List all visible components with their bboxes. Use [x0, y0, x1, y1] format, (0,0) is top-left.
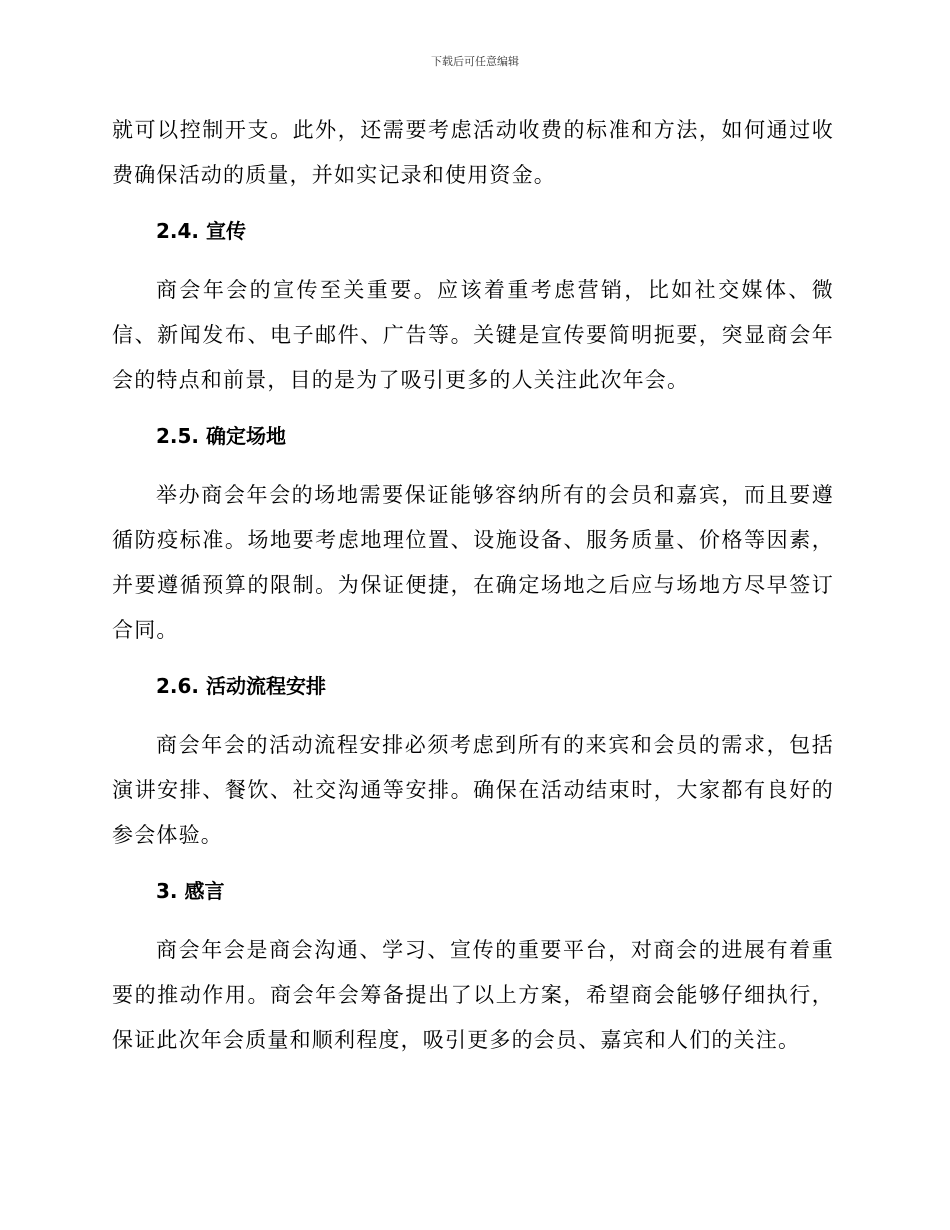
document-body: [112, 108, 834, 1063]
section-body-3: 商会年会是商会沟通、学习、宣传的重要平台，对商会的进展有着重要的推动作用。商会年会筹备提出了以上方案，希望商会能够仔细执行，保证此次年会质量和顺利程度，吸引更多的会员、嘉宾和人们的关注。: [112, 938, 834, 1052]
section-body-2-6: 商会年会的活动流程安排必须考虑到所有的来宾和会员的需求，包括演讲安排、餐饮、社交沟通等安排。确保在活动结束时，大家都有良好的参会体验。: [112, 733, 834, 847]
page-header-note: 下载后可任意编辑: [431, 55, 519, 68]
intro-paragraph: 就可以控制开支。此外，还需要考虑活动收费的标准和方法，如何通过收费确保活动的质量，并如实记录和使用资金。: [112, 118, 834, 187]
section-body-2-5: 举办商会年会的场地需要保证能够容纳所有的会员和嘉宾，而且要遵循防疫标准。场地要考虑地理位置、设施设备、服务质量、价格等因素，并要遵循预算的限制。为保证便捷，在确定场地之后应与场地方尽早签订合同。: [112, 483, 834, 642]
section-heading-2-4: 2.4. 宣传: [156, 219, 246, 243]
section-heading-2-6: 2.6. 活动流程安排: [156, 674, 326, 698]
section-heading-2-5: 2.5. 确定场地: [156, 424, 286, 448]
section-body-2-4: 商会年会的宣传至关重要。应该着重考虑营销，比如社交媒体、微信、新闻发布、电子邮件、广告等。关键是宣传要简明扼要，突显商会年会的特点和前景，目的是为了吸引更多的人关注此次年会。: [112, 278, 834, 392]
section-heading-3: 3. 感言: [156, 879, 225, 903]
